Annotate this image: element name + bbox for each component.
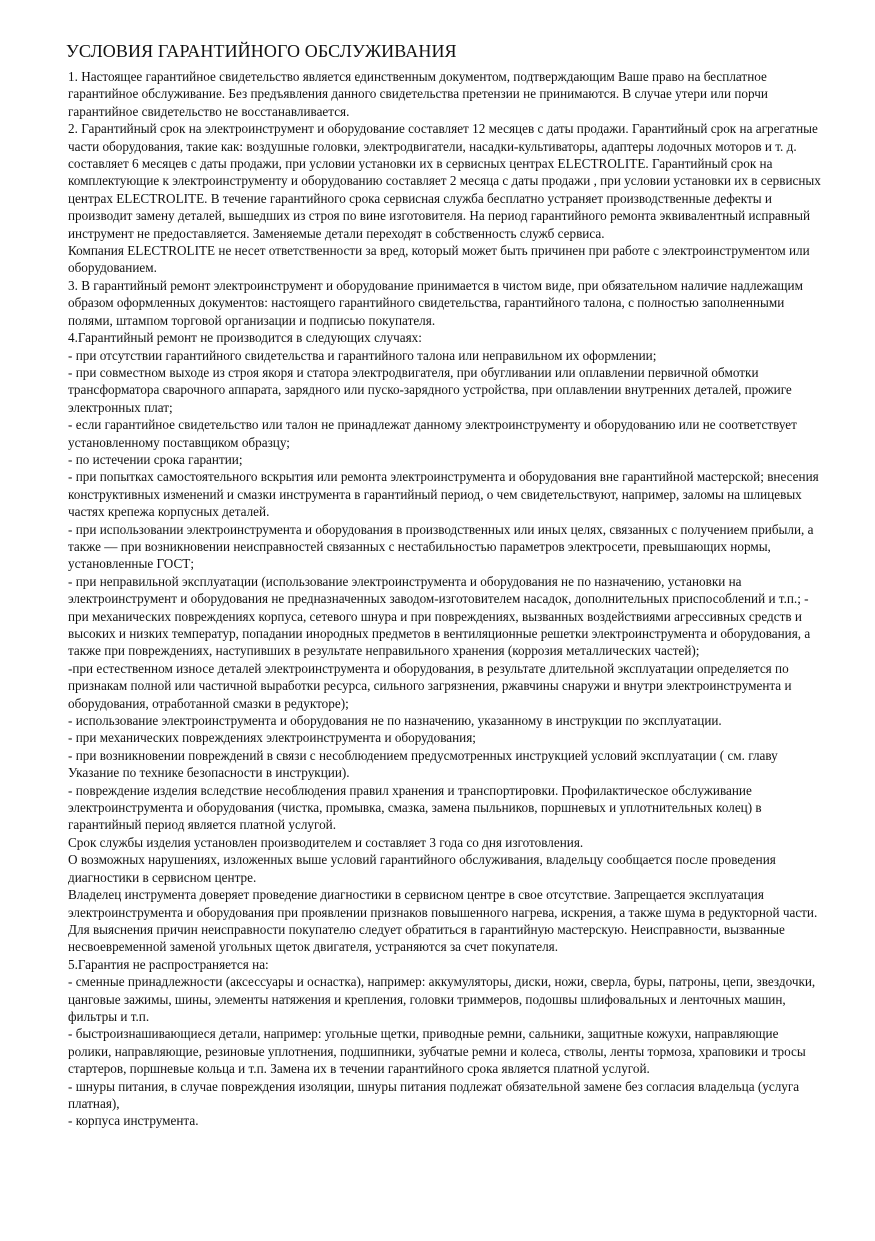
non-covered-item: - сменные принадлежности (аксессуары и оснастка), например: аккумуляторы, диски, ножи, сверла, буры, патроны, цепи, звездочки, цанговые зажимы, шины, элементы натяжения и крепления, головки триммеров, подошвы шлифовальных и ленточных машин, фильтры и т.п. (68, 974, 816, 1024)
paragraph-3-repair-conditions: 3. В гарантийный ремонт электроинструмент и оборудование принимается в чистом виде, при обязательном наличие надлежащим образом оформленных документов: настоящего гарантийного свидетельства, гарантийного талона, с полностью заполненными полями, штампом торговой организации и подписью покупателя. (68, 277, 803, 328)
exclusion-item: -при естественном износе деталей электроинструмента и оборудования, в результате длительной эксплуатации определяется по признакам полной или частичной выработки ресурса, сильного загрязнения, ржавчины снаружи и внутри электроинструмента и оборудования, отработанной смазки в редукторе); (68, 660, 792, 711)
non-covered-item: - корпуса инструмента. (68, 1113, 199, 1129)
exclusion-item: - при отсутствии гарантийного свидетельства и гарантийного талона или неправильном их оформлении; (68, 347, 657, 363)
exclusion-item: - при возникновении повреждений в связи с несоблюдением предусмотренных инструкцией условий эксплуатации ( см. главу Указание по технике безопасности в инструкции). (68, 747, 778, 781)
paragraph-service-life: Срок службы изделия установлен производителем и составляет 3 года со дня изготовления. (68, 834, 584, 850)
exclusion-item: - при механических повреждениях электроинструмента и оборудования; (68, 730, 476, 746)
paragraph-2-warranty-period: 2. Гарантийный срок на электроинструмент и оборудование составляет 12 месяцев с даты продажи. Гарантийный срок на агрегатные части оборудования, такие как: воздушные головки, электродвигатели, насадки-культиваторы, адаптеры лодочных моторов и т. д. составляет 6 месяцев с даты продажи, при условии установки их в сервисных центрах ELECTROLITE. Гарантийный срок на комплектующие к электроинструменту и оборудованию составляет 2 месяца с даты продажи , при условии установки их в сервисных центрах ELECTROLITE. В течение гарантийного срока сервисная служба бесплатно устраняет производственные дефекты и производит замену деталей, вышедших из строя по вине изготовителя. На период гарантийного ремонта эквивалентный исправный инструмент не предоставляется. Заменяемые детали переходят в собственность служб сервиса. (68, 121, 821, 241)
exclusion-item: - использование электроинструмента и оборудования не по назначению, указанному в инструкции по эксплуатации. (68, 713, 722, 729)
paragraph-liability: Компания ELECTROLITE не несет ответственности за вред, который может быть причинен при работе с электроинструментом или оборудованием. (68, 243, 810, 276)
exclusion-item: - при использовании электроинструмента и оборудования в производственных или иных целях, связанных с получением прибыли, а также — при возникновении неисправностей связанных с нестабильностью параметров электросети, превышающих нормы, установленные ГОСТ; (68, 521, 814, 572)
document-body (68, 68, 825, 1130)
document-title: УСЛОВИЯ ГАРАНТИЙНОГО ОБСЛУЖИВАНИЯ (66, 41, 457, 61)
paragraph-1-intro: 1. Настоящее гарантийное свидетельство является единственным документом, подтверждающим Ваше право на бесплатное гарантийное обслуживание. Без предъявления данного свидетельства претензии не принимаются. В случае утери или порчи гарантийное свидетельство не восстанавливается. (68, 69, 768, 119)
paragraph-owner-consent: Владелец инструмента доверяет проведение диагностики в сервисном центре в свое отсутствие. Запрещается эксплуатация электроинструмента и оборудования при проявлении признаков повышенного нагрева, искрения, а также шума в редукторной части. Для выяснения причин неисправности покупателю следует обратиться в гарантийную мастерскую. Неисправности, вызванные несвоевременной заменой угольных щеток двигателя, устраняются за счет покупателя. (68, 887, 818, 955)
non-covered-item: - быстроизнашивающиеся детали, например: угольные щетки, приводные ремни, сальники, защитные кожухи, направляющие ролики, направляющие, резиновые уплотнения, подшипники, зубчатые ремни и колеса, стволы, ленты тормоза, храповики и тросы стартеров, поршневые кольца и т.п. Замена их в течении гарантийного срока является платной услугой. (68, 1026, 806, 1077)
paragraph-4-heading: 4.Гарантийный ремонт не производится в следующих случаях: (68, 330, 422, 346)
exclusion-item: - при попытках самостоятельного вскрытия или ремонта электроинструмента и оборудования вне гарантийной мастерской; внесения конструктивных изменений и смазки инструмента в гарантийный период, о чем свидетельствуют, например, заломы на шлицевых частях крепежа корпусных деталей. (68, 469, 819, 520)
paragraph-diagnostics-notice: О возможных нарушениях, изложенных выше условий гарантийного обслуживания, владельцу сообщается после проведения диагностики в сервисном центре. (68, 852, 776, 885)
exclusion-item: - при совместном выходе из строя якоря и статора электродвигателя, при обугливании или оплавлении первичной обмотки трансформатора сварочного аппарата, зарядного или пуско-зарядного устройства, при оплавлении внутренних деталей, прожиге электронных плат; (68, 364, 792, 415)
exclusion-item: - если гарантийное свидетельство или талон не принадлежат данному электроинструменту и оборудованию или не соответствует установленному поставщиком образцу; (68, 417, 797, 450)
exclusion-item: - при неправильной эксплуатации (использование электроинструмента и оборудования не по назначению, установки на электроинструмент и оборудования не предназначенных заводом-изготовителем насадок, дополнительных приспособлений и т.п.; - при механических повреждениях корпуса, сетевого шнура и при повреждениях, вызванных воздействиями агрессивных средств и высоких и низких температур, попадании инородных предметов в вентиляционные решетки электроинструмента и оборудования, а также при повреждениях, наступивших в результате неправильного хранения (коррозия металлических частей); (68, 573, 811, 659)
exclusion-item: - повреждение изделия вследствие несоблюдения правил хранения и транспортировки. Профилактическое обслуживание электроинструмента и оборудования (чистка, промывка, смазка, замена пыльников, поршневых и уплотнительных колец) в гарантийный период является платной услугой. (68, 782, 762, 833)
exclusion-item: - по истечении срока гарантии; (68, 451, 243, 467)
paragraph-5-heading: 5.Гарантия не распространяется на: (68, 956, 269, 972)
non-covered-item: - шнуры питания, в случае повреждения изоляции, шнуры питания подлежат обязательной замене без согласия владельца (услуга платная), (68, 1078, 800, 1111)
